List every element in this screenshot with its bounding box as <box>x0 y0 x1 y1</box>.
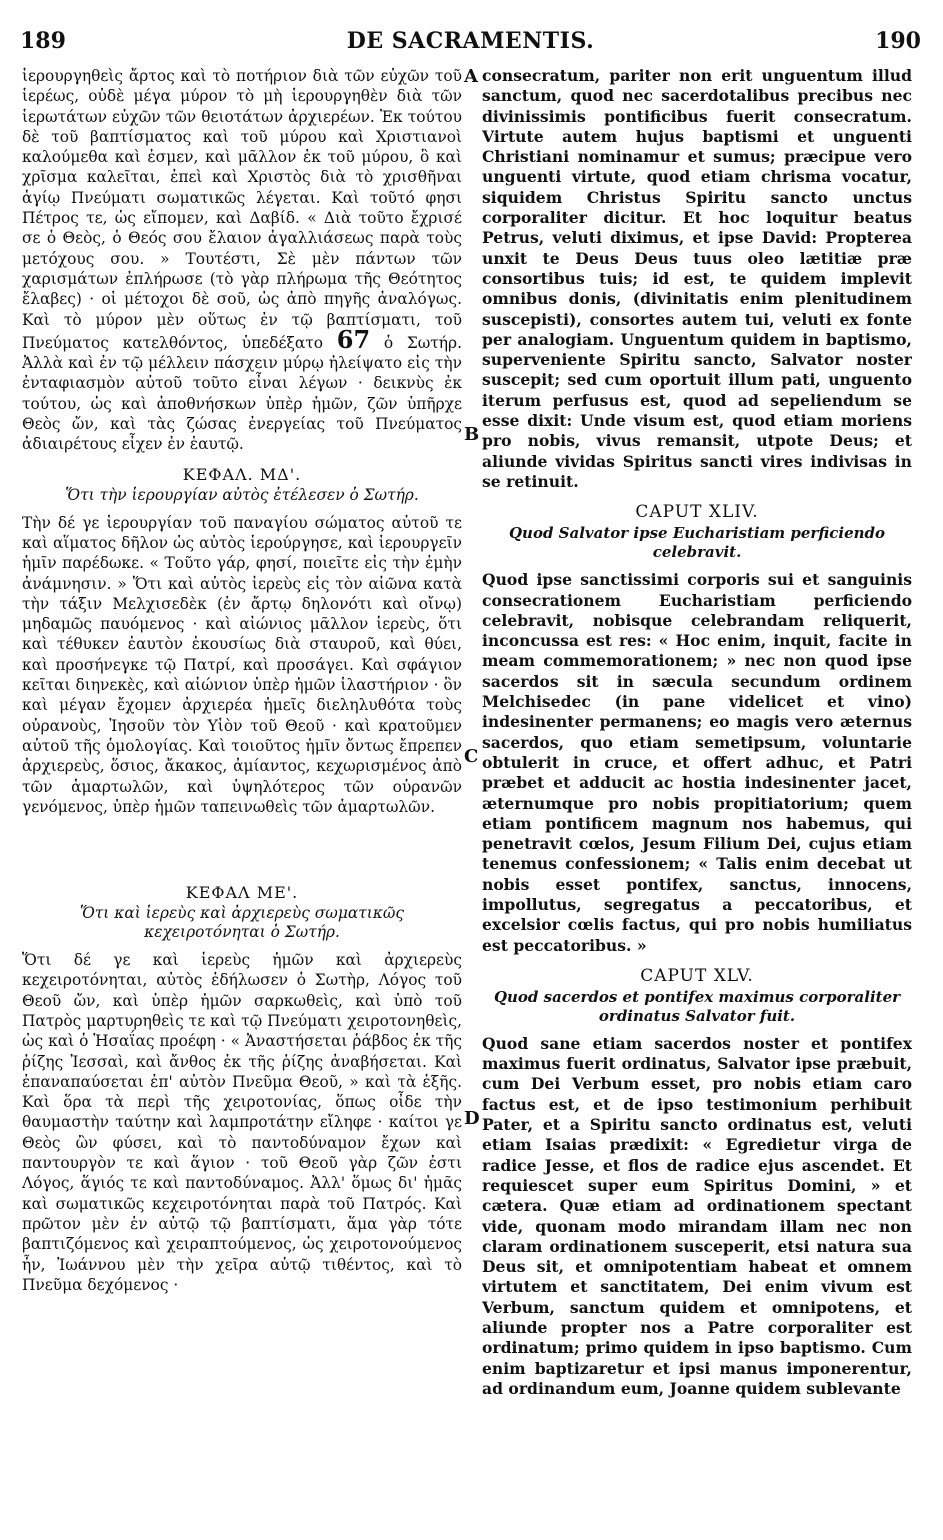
greek-paragraph: Τὴν δέ γε ἱερουργίαν τοῦ παναγίου σώματος αὐτοῦ τε καὶ αἵματος δῆλον ὡς αὐτὸς ἱερούργησε, καὶ ἱερουργεῖν ἡμῖν παρέδωκε. « Τοῦτο γάρ, φησί, ποιεῖτε εἰς τὴν ἐμὴν ἀνάμνησιν. » Ὅτι καὶ αὐτὸς ἱερεὺς εἰς τὸν αἰῶνα κατὰ τὴν τάξιν Μελχισεδὲκ (ἐν ἄρτῳ δηλονότι καὶ οἴνῳ) μηδαμῶς παυόμενος · καὶ αἰώνιος μᾶλλον ἱερεὺς, ὅτι καὶ τέθυκεν ἑαυτὸν ἑκουσίως διὰ σταυροῦ, καὶ θύει, καὶ προσήνεγκε τῷ Πατρί, καὶ προσάγει. Καὶ σφάγιον κεῖται διηνεκὲς, καὶ αἰώνιον ὑπὲρ ἡμῶν ἱλαστήριον · ὃν καὶ μέγαν ἔχομεν ἀρχιερέα ἡμεῖς διεληλυθότα τοὺς οὐρανοὺς, Ἰησοῦν τὸν Υἱὸν τοῦ Θεοῦ · καὶ κρατοῦμεν αὐτοῦ τῆς ὁμολογίας. Καὶ τοιοῦτος ἡμῖν ὄντως ἔπρεπεν ἀρχιερεὺς, ὅσιος, ἄκακος, ἀμίαντος, κεχωρισμένος ἀπὸ τῶν ἁμαρτωλῶν, καὶ ὑψηλότερος τῶν οὐρανῶν γενόμενος, ὑπὲρ ἡμῶν ταπεινωθεὶς τῶν ἁμαρτωλῶν. <box>22 513 462 816</box>
latin-paragraph: consecratum, pariter non erit unguentum illud sanctum, quod nec sacerdotalibus precibus nec divinissimis pontificibus fuerit consecratum. Virtute autem hujus baptismi et unguenti Christiani nominamur et sumus; præcipue vero unguenti virtute, quod etiam chrisma vocatur, siquidem Christus Spiritu sancto unctus corporaliter dicitur. Et hoc loquitur beatus Petrus, veluti diximus, et ipse David: Propterea unxit te Deus Deus tuus oleo lætitiæ præ consortibus tuis; id est, te quidem implevit omnibus donis, (divinitatis enim plenitudinem suscepisti), consortes autem tui, veluti ex fonte per analogiam. Unguentum quidem in baptismo, superveniente Spiritu sancto, Salvator noster suscepit; sed cum oportuit illum pati, unguento iterum perfusus est, quod ad sepeliendum se esse dixit: Unde visum est, quod etiam moriens pro nobis, vivus remansit, utpote Deus; et aliunde vividas Spiritus sancti vires indivisas in se retinuit. <box>482 66 912 491</box>
greek-paragraph-text: ὁ Σωτήρ. Ἀλλὰ καὶ ἐν τῷ μέλλειν πάσχειν μύρῳ ἠλείψατο εἰς τὴν ἐνταφιασμὸν αὐτοῦ τοῦτο εἶναι λέγων · δεικνὺς ἐκ τούτου, ὡς καὶ ἀποθνήσκων ὑπὲρ ἡμῶν, ζῶν ὑπῆρχε Θεὸς ὤν, καὶ τὰς ζώσας ἐνεργείας τοῦ Πνεύματος ἀδιαιρέτους εἶχεν ἐν ἑαυτῷ. <box>22 333 462 454</box>
latin-paragraph: Quod sane etiam sacerdos noster et pontifex maximus fuerit ordinatus, Salvator ipse præbuit, cum Dei Verbum esset, pro nobis etiam caro factus est, et de ipso testimonium perhibuit Pater, et a Spiritu sancto ordinatus est, veluti etiam Isaias prædixit: « Egredietur virga de radice Jesse, et flos de radice ejus ascendet. Et requiescet super eum Spiritus Domini, » et cætera. Quæ etiam ad ordinationem spectant vide, quonam modo mirandam illam nec non claram ordinationem susceperit, etsi natura sua Deus sit, et omnipotentiam habeat et omnem virtutem et sanctitatem, Dei enim vivum est Verbum, sanctum quidem et omnipotens, et aliunde propter nos a Patre corporaliter est ordinatum; primo quidem in ipso baptismo. Cum enim baptizaretur et ipsi manus imponerentur, ad ordinandum eum, Joanne quidem sublevante <box>482 1033 912 1398</box>
latin-chapter-heading: CAPUT XLIV. <box>635 502 759 523</box>
margin-letter-b: B <box>464 424 480 445</box>
latin-paragraph: Quod ipse sanctissimi corporis sui et sanguinis consecrationem Eucharistiam perficiendo celebravit, nobisque celebrandam reliquerit, inconcussa est res: « Hoc enim, inquit, facite in meam commemorationem; » nec non quod ipse sacerdos sit in sæcula secundum ordinem Melchisedec (in pane videlicet et vino) indesinenter permanens; eo magis vero æternus sacerdos, quo etiam semetipsum, voluntarie obtulerit in cruce, et offert adhuc, et Patri præbet et adducit ac hostia indesinenter jacet, æternumque pro nobis propitiatorium; quem etiam pontificem magnum nos habemus, qui penetravit cœlos, Jesum Filium Dei, cujus etiam tenemus confessionem; « Talis enim decebat ut nobis esset pontifex, sanctus, innocens, impollutus, segregatus a peccatoribus, et excelsior cœlis factus, qui pro nobis humiliatus est peccatoribus. » <box>482 570 912 955</box>
running-title: DE SACRAMENTIS. <box>346 28 595 54</box>
latin-chapter-title: Quod Salvator ipse Eucharistiam perficiendo celebravit. <box>508 524 886 562</box>
page-number-right: 190 <box>875 28 921 54</box>
page-header <box>20 28 921 58</box>
greek-chapter-heading: ΚΕΦΑΛ ΜΕ'. <box>185 883 299 903</box>
greek-chapter-title: Ὅτι καὶ ἱερεὺς καὶ ἀρχιερεὺς σωματικῶς κεχειροτόνηται ὁ Σωτήρ. <box>79 904 405 942</box>
page-number-left: 189 <box>20 28 66 54</box>
greek-chapter-title: Ὅτι τὴν ἱερουργίαν αὐτὸς ἐτέλεσεν ὁ Σωτήρ. <box>65 485 419 504</box>
greek-paragraph: Ὅτι δέ γε καὶ ἱερεὺς ἡμῶν καὶ ἀρχιερεὺς κεχειροτόνηται, αὐτὸς ἐδήλωσεν ὁ Σωτὴρ, Λόγος τοῦ Θεοῦ ὤν, καὶ ὑπὲρ ἡμῶν σαρκωθεὶς, καὶ ὑπὸ τοῦ Πατρὸς μαρτυρηθεὶς τε καὶ τῷ Πνεύματι χειροτονηθεὶς, ὡς καὶ ὁ Ἡσαΐας προέφη · « Ἀναστήσεται ῥάβδος ἐκ τῆς ῥίζης Ἰεσσαὶ, καὶ ἄνθος ἐκ τῆς ῥίζης ἀναβήσεται. Καὶ ἐπαναπαύσεται ἐπ' αὐτὸν Πνεῦμα Θεοῦ, » καὶ τὰ ἑξῆς. Καὶ ὅρα τὰ περὶ τῆς χειροτονίας, ὅπως οἶδε τὴν θαυμαστὴν ταύτην καὶ λαμπροτάτην εἴληφε · καίτοι γε Θεὸς ὢν φύσει, καὶ τὸ παντοδύναμον ἔχων καὶ παντουργὸν τε καὶ ἅγιον · τοῦ Θεοῦ γὰρ ζῶν ἐστι Λόγος, ἅγιός τε καὶ παντοδύναμος. Ἀλλ' ὅμως δι' ἡμᾶς καὶ σωματικῶς κεχειροτόνηται παρὰ τοῦ Πατρός. Καὶ πρῶτον μὲν ἐν αὐτῷ τῷ βαπτίσματι, ἅμα γὰρ τότε βαπτιζόμενος καὶ χειραπτούμενος, ὡς χειροτονούμενος ἦν, Ἰωάννου μὲν τὴν χεῖρα αὐτῷ τιθέντος, καὶ τὸ Πνεῦμα δεχόμενος · <box>22 951 462 1294</box>
column-number: 67 <box>336 324 371 354</box>
greek-column <box>22 66 462 1297</box>
greek-paragraph <box>22 66 462 455</box>
latin-column <box>482 66 912 1401</box>
latin-chapter-heading: CAPUT XLV. <box>640 965 754 986</box>
margin-letter-a: A <box>464 66 478 87</box>
greek-paragraph-text: ἱερουργηθεὶς ἄρτος καὶ τὸ ποτήριον διὰ τῶν εὐχῶν τοῦ ἱερέως, οὐδὲ μέγα μύρον τὸ μὴ ἱερουργηθὲν διὰ τῶν ἱερωτάτων εὐχῶν τῶν θειοτάτων ἀρχιερέων. Ἐκ τούτου δὲ τοῦ βαπτίσματος καὶ τοῦ μύρου καὶ Χριστιανοὶ καλούμεθα καὶ ἐσμεν, καὶ μᾶλλον ἐκ τοῦ μύρου, ὃ καὶ χρῖσμα καλεῖται, ἐπεὶ καὶ Χριστὸς διὰ τὸ χρισθῆναι ἁγίῳ Πνεύματι σωματικῶς λέγεται. Καὶ τοῦτό φησι Πέτρος τε, ὡς εἴπομεν, καὶ Δαβίδ. « Διὰ τοῦτο ἔχρισέ σε ὁ Θεὸς, ὁ Θεός σου ἔλαιον ἀγαλλιάσεως παρὰ τοὺς μετόχους σου. » Τουτέστι, Σὲ μὲν πάντων τῶν χαρισμάτων ἐπλήρωσε (τὸ γὰρ πλήρωμα τῆς Θεότητος ἔλαβες) · οἱ μέτοχοι δὲ σοῦ, ὡς ἀπὸ πηγῆς ἀναλόγως. Καὶ τὸ μύρον μὲν οὕτως ἐν τῷ βαπτίσματι, τοῦ Πνεύματος κατελθόντος, ὑπεδέξατο <box>22 67 462 352</box>
latin-chapter-title: Quod sacerdos et pontifex maximus corporaliter ordinatus Salvator fuit. <box>493 987 901 1025</box>
margin-letter-c: C <box>464 746 479 767</box>
greek-chapter-heading: ΚΕΦΑΛ. ΜΔ'. <box>182 464 302 484</box>
spacer <box>22 819 462 873</box>
margin-letter-d: D <box>464 1108 480 1129</box>
